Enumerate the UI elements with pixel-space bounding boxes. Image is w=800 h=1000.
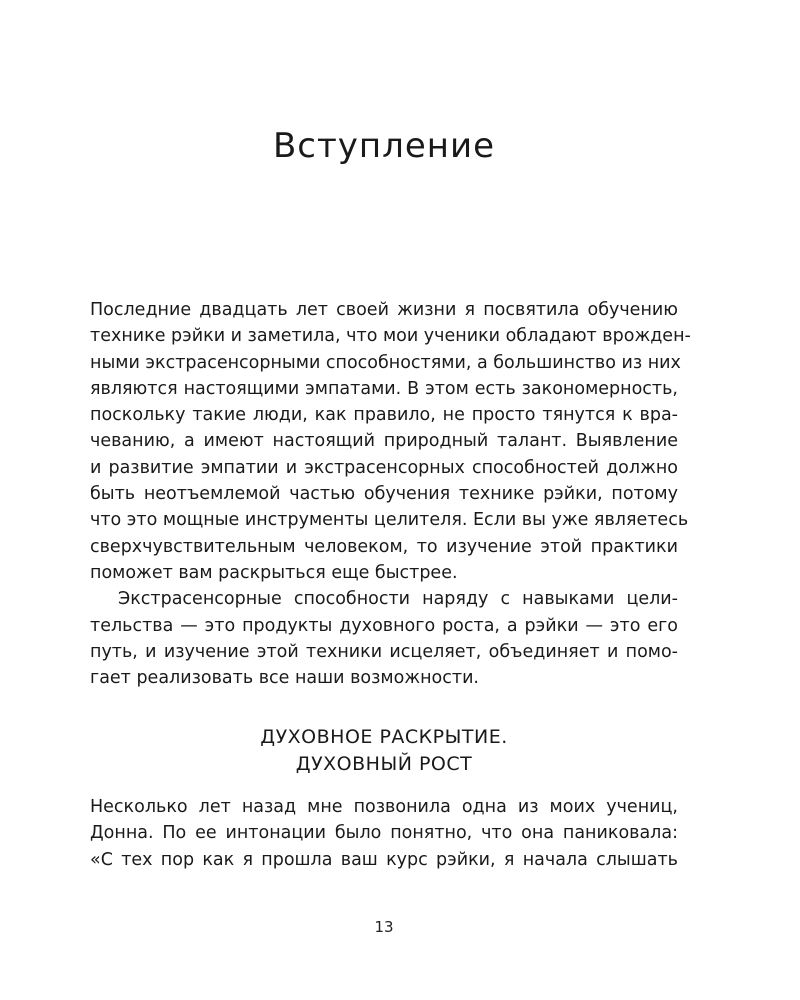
page-number: 13 <box>374 918 394 936</box>
text-line: «С тех пор как я прошла ваш курс рэйки, я начала слышать <box>90 849 678 870</box>
text-line: и развитие эмпатии и экстрасенсорных способностей должно <box>90 457 678 478</box>
text-line: Последние двадцать лет своей жизни я посвятила обучению <box>90 300 678 320</box>
text-line: ными экстрасенсорными способностями, а большинство из них <box>90 352 681 373</box>
text-line: путь, и изучение этой техники исцеляет, объединяет и помо- <box>90 641 678 662</box>
text-line: сверхчувствительным человеком, то изучение этой практики <box>90 536 678 557</box>
paragraph-3 <box>90 794 678 873</box>
text-line: Экстрасенсорные способности наряду с навыками цели- <box>118 589 678 610</box>
text-line: являются настоящими эмпатами. В этом есть закономерность, <box>90 378 678 399</box>
paragraph-2 <box>90 586 678 691</box>
chapter-title: Вступление <box>272 126 496 166</box>
intro-text-block <box>90 297 691 691</box>
text-line: гает реализовать все наши возможности. <box>90 668 479 689</box>
text-line: что это мощные инструменты целителя. Если вы уже являетесь <box>90 510 689 531</box>
section-heading-line-1: ДУХОВНОЕ РАСКРЫТИЕ. <box>260 726 508 748</box>
text-line: поскольку такие люди, как правило, не просто тянутся к вра- <box>90 405 678 426</box>
text-line: Несколько лет назад мне позвонила одна из моих учениц, <box>90 797 678 817</box>
section-heading <box>90 724 678 778</box>
text-line: тельства — это продукты духовного роста, а рэйки — это его <box>90 615 678 636</box>
text-line: поможет вам раскрыться еще быстрее. <box>90 562 458 583</box>
section-heading-line-2: ДУХОВНЫЙ РОСТ <box>295 753 473 775</box>
text-line: чеванию, а имеют настоящий природный талант. Выявление <box>90 431 678 452</box>
text-line: технике рэйки и заметила, что мои ученики обладают врожден- <box>90 326 691 347</box>
paragraph-1 <box>90 297 691 586</box>
text-line: быть неотъемлемой частью обучения технике рэйки, потому <box>90 484 678 505</box>
text-line: Донна. По ее интонации было понятно, что она паниковала: <box>90 823 678 844</box>
